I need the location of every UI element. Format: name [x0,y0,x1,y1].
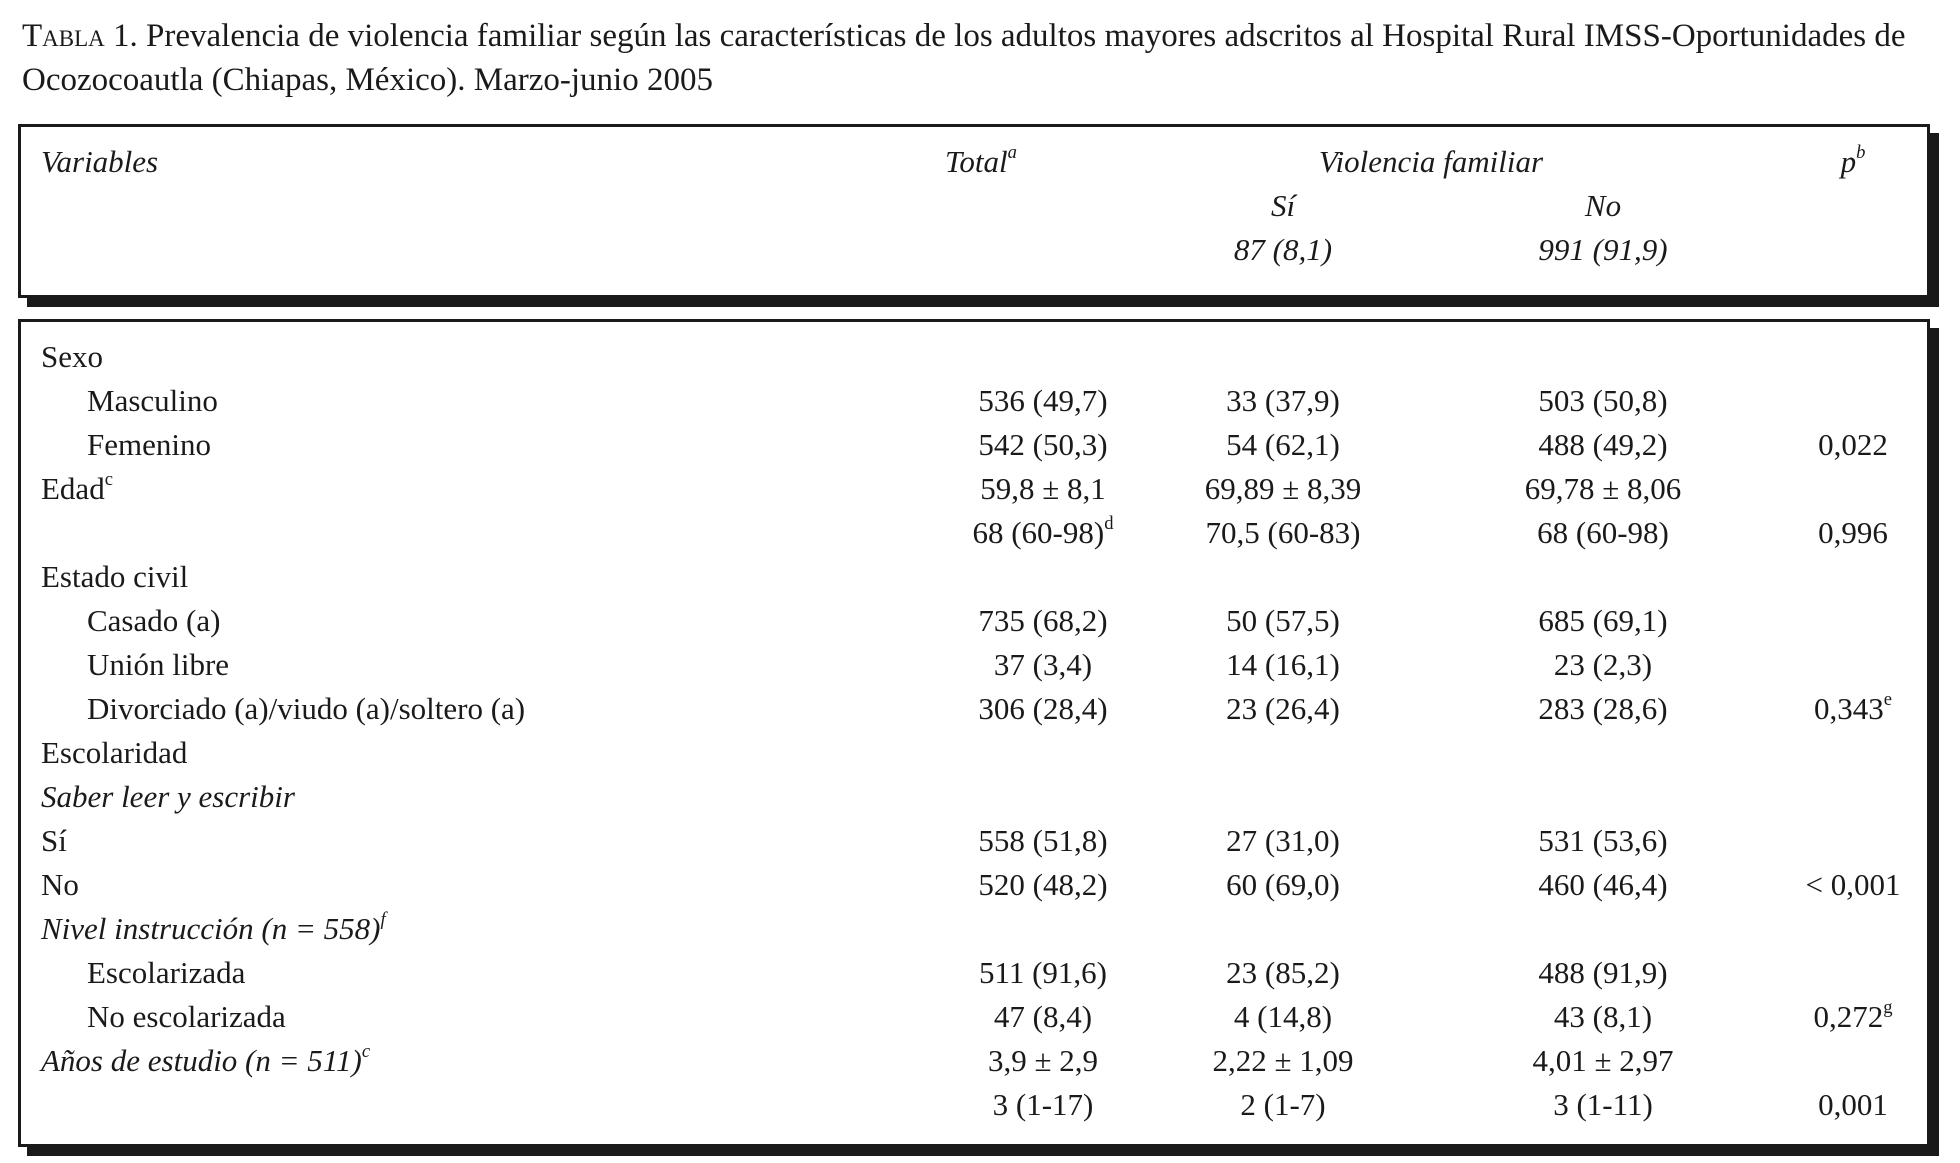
cell-si [1173,1083,1393,1127]
cell-p [1763,995,1943,1039]
cell-no-value: 531 (53,6) [1538,823,1668,858]
cell-si-value: 2 (1-7) [1240,1087,1326,1122]
row-label-text: Edad [41,471,105,506]
cell-no [1483,423,1723,467]
cell-si-value: 27 (31,0) [1226,823,1340,858]
cell-total [863,863,1223,907]
row-label-text: Sexo [41,339,103,374]
cell-p-value: 0,343 [1813,691,1884,726]
cell-total-value: 542 (50,3) [978,427,1108,462]
header-p [1763,140,1943,184]
cell-no-value: 685 (69,1) [1538,603,1668,638]
header-violencia [1201,140,1661,184]
row-label-text: Divorciado (a)/viudo (a)/soltero (a) [87,691,526,726]
row-label [41,1039,370,1083]
cell-si [1173,1039,1393,1083]
cell-p-value: 0,001 [1818,1087,1888,1122]
cell-total [863,1039,1223,1083]
header-violencia-text: Violencia familiar [1318,144,1544,179]
cell-p-footnote: g [1883,996,1893,1018]
table-caption [22,14,1922,102]
row-label [41,555,188,599]
cell-total-value: 68 (60-98) [972,515,1105,550]
row-label [87,687,525,731]
row-label [87,951,245,995]
cell-no [1483,643,1723,687]
cell-total [863,379,1223,423]
cell-no [1483,819,1723,863]
row-label [41,335,103,379]
row-label [87,423,211,467]
cell-si-value: 2,22 ± 1,09 [1212,1043,1354,1078]
cell-total-value: 3,9 ± 2,9 [987,1043,1098,1078]
header-no-text: No [1584,188,1622,223]
cell-total [863,643,1223,687]
header-p-text: p [1840,144,1857,179]
cell-si [1173,951,1393,995]
cell-si [1173,467,1393,511]
table-body-box [18,319,1930,1147]
cell-no-value: 68 (60-98) [1537,515,1669,550]
cell-no-value: 460 (46,4) [1538,867,1668,902]
cell-no-value: 3 (1-11) [1553,1087,1653,1122]
header-si [1173,184,1393,228]
row-label-text: Saber leer y escribir [41,779,295,814]
row-label-text: Casado (a) [87,603,221,638]
header-no-n-text: 991 (91,9) [1538,232,1668,267]
cell-no-value: 23 (2,3) [1553,647,1653,682]
row-label-text: Escolaridad [41,735,188,770]
cell-no [1483,1039,1723,1083]
row-label [87,643,229,687]
cell-si-value: 54 (62,1) [1226,427,1340,462]
cell-si-value: 50 (57,5) [1226,603,1340,638]
cell-total-value: 47 (8,4) [993,999,1093,1034]
cell-no [1483,379,1723,423]
row-label-text: Años de estudio (n = 511) [41,1043,362,1078]
cell-total-value: 511 (91,6) [979,955,1107,990]
row-label [41,775,295,819]
cell-p-value: 0,996 [1818,515,1888,550]
cell-si [1173,423,1393,467]
cell-si-value: 60 (69,0) [1226,867,1340,902]
row-label-text: Femenino [87,427,211,462]
header-no [1483,184,1723,228]
cell-no [1483,863,1723,907]
cell-no [1483,511,1723,555]
cell-total-value: 3 (1-17) [992,1087,1094,1122]
cell-p-footnote: e [1883,688,1892,710]
cell-no-value: 503 (50,8) [1538,383,1668,418]
row-label [41,731,187,775]
cell-total [863,951,1223,995]
cell-si [1173,863,1393,907]
cell-si-value: 70,5 (60-83) [1205,515,1361,550]
table-caption-text: Prevalencia de violencia familiar según las características de los adultos mayores adscritos al Hospital Rural IMSS-Oportunidades de Ocozocoautla (Chiapas, México). Marzo-junio 2005 [22,18,1906,98]
header-total-text: Total [945,144,1008,179]
cell-no-value: 283 (28,6) [1538,691,1668,726]
cell-si-value: 33 (37,9) [1226,383,1340,418]
cell-no [1483,1083,1723,1127]
row-label-footnote: f [380,908,386,930]
cell-si-value: 23 (85,2) [1226,955,1340,990]
row-label [41,863,79,907]
row-label [87,599,220,643]
cell-p-value: < 0,001 [1805,867,1901,902]
header-total [801,140,1161,184]
cell-total-value: 558 (51,8) [978,823,1108,858]
cell-p-value: 0,272 [1813,999,1884,1034]
header-variables [41,140,158,184]
cell-si [1173,687,1393,731]
cell-no [1483,687,1723,731]
cell-p [1763,511,1943,555]
cell-p [1763,1083,1943,1127]
cell-no-value: 69,78 ± 8,06 [1524,471,1682,506]
cell-no [1483,995,1723,1039]
row-label-text: No [41,867,79,902]
row-label-footnote: c [361,1040,371,1062]
header-si-text: Sí [1270,188,1296,223]
header-variables-text: Variables [41,144,159,179]
cell-total [863,995,1223,1039]
cell-p [1763,687,1943,731]
cell-total-value: 735 (68,2) [978,603,1108,638]
row-label-text: Unión libre [87,647,230,682]
cell-total [863,599,1223,643]
cell-si [1173,643,1393,687]
row-label [87,379,218,423]
cell-no [1483,599,1723,643]
cell-total [863,467,1223,511]
cell-total [863,1083,1223,1127]
cell-no-value: 43 (8,1) [1553,999,1653,1034]
cell-total-value: 536 (49,7) [978,383,1108,418]
header-no-n [1483,228,1723,272]
cell-total-footnote: d [1104,512,1114,534]
cell-no [1483,467,1723,511]
row-label [87,995,286,1039]
cell-total-value: 520 (48,2) [978,867,1108,902]
cell-total [863,687,1223,731]
cell-total [863,511,1223,555]
cell-no [1483,951,1723,995]
cell-p-value: 0,022 [1818,427,1888,462]
cell-no-value: 4,01 ± 2,97 [1532,1043,1674,1078]
row-label-text: Estado civil [41,559,189,594]
header-total-footnote: a [1007,141,1017,163]
row-label [41,907,386,951]
cell-total [863,423,1223,467]
row-label [41,467,113,511]
cell-total-value: 306 (28,4) [978,691,1108,726]
cell-si [1173,511,1393,555]
row-label-text: Escolarizada [87,955,246,990]
cell-si [1173,379,1393,423]
header-si-n-text: 87 (8,1) [1233,232,1333,267]
cell-no-value: 488 (49,2) [1538,427,1668,462]
cell-no-value: 488 (91,9) [1538,955,1668,990]
cell-si [1173,995,1393,1039]
cell-si-value: 69,89 ± 8,39 [1204,471,1362,506]
row-label-footnote: c [104,468,113,490]
cell-si-value: 23 (26,4) [1226,691,1340,726]
cell-total-value: 59,8 ± 8,1 [980,471,1106,506]
cell-si-value: 14 (16,1) [1226,647,1340,682]
cell-p [1763,863,1943,907]
row-label-text: No escolarizada [87,999,286,1034]
cell-si-value: 4 (14,8) [1233,999,1333,1034]
table-label: Tabla 1. [22,18,138,54]
cell-total [863,819,1223,863]
row-label [41,819,67,863]
row-label-text: Sí [41,823,67,858]
row-label-text: Nivel instrucción (n = 558) [41,911,381,946]
row-label-text: Masculino [87,383,218,418]
cell-total-value: 37 (3,4) [993,647,1093,682]
header-p-footnote: b [1856,141,1866,163]
cell-si [1173,599,1393,643]
table-header-box [18,124,1930,298]
cell-p [1763,423,1943,467]
cell-si [1173,819,1393,863]
header-si-n [1173,228,1393,272]
